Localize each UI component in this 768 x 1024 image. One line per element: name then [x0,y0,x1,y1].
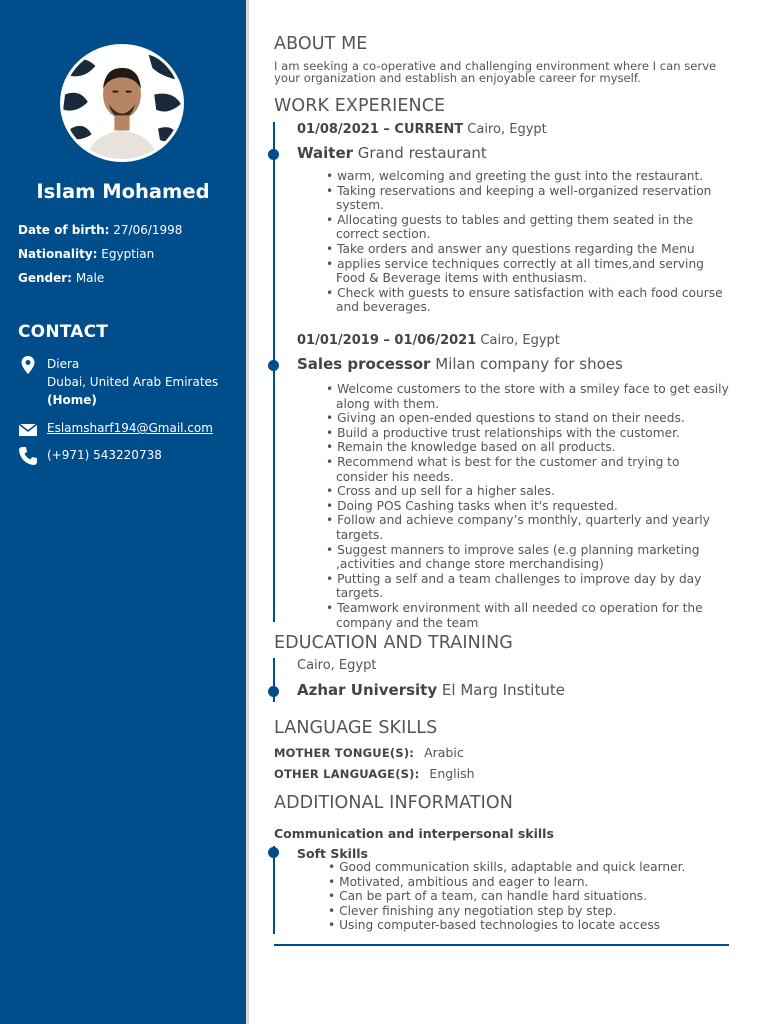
list-item: • Taking reservations and keeping a well-organized reservation system. [316,184,734,213]
additional-heading: ADDITIONAL INFORMATION [274,793,513,813]
list-item: • Good communication skills, adaptable and quick learner. [328,860,728,875]
list-item: • Build a productive trust relationships with the customer. [316,426,734,441]
job-2-date-range: 01/01/2019 – 01/06/2021 [297,333,477,348]
work-heading: WORK EXPERIENCE [274,96,446,116]
dob-value: 27/06/1998 [113,223,183,237]
email-link[interactable]: Eslamsharf194@Gmail.com [47,421,213,435]
education-heading: EDUCATION AND TRAINING [274,633,513,653]
address-line1: Diera [47,357,80,371]
job-1-bullets [316,169,734,315]
address-line2: Dubai, United Arab Emirates [47,375,219,389]
other-language-line [274,766,475,781]
job-2-title [297,355,623,373]
mother-tongue-line [274,745,464,760]
additional-subtitle: Communication and interpersonal skills [274,826,554,841]
list-item: • Can be part of a team, can handle hard situations. [328,889,728,904]
list-item: • Remain the knowledge based on all products. [316,440,734,455]
job-1-title [297,144,487,162]
list-item: • Suggest manners to improve sales (e.g planning marketing ,activities and change store merchandising) [316,543,734,572]
soft-skills-title: Soft Skills [297,846,368,861]
nationality-label: Nationality: [18,247,98,261]
list-item: • Allocating guests to tables and getting them seated in the correct section. [316,213,734,242]
address-type: (Home) [47,393,97,407]
job-1-role: Waiter [297,144,354,162]
phone-number: (+971) 543220738 [47,448,162,462]
map-pin-icon [18,355,38,375]
work-timeline [273,122,275,622]
other-language-label: OTHER LANGUAGE(S): [274,767,420,781]
soft-skills-bullets [328,860,728,933]
job-1-company: Grand restaurant [357,144,487,162]
list-item: • Take orders and answer any questions regarding the Menu [316,242,734,257]
list-item: • applies service techniques correctly at all times,and serving Food & Beverage items with enthusiasm. [316,257,734,286]
list-item: • Clever finishing any negotiation step by step. [328,904,728,919]
timeline-dot [268,686,279,697]
education-school: Azhar University [297,681,438,699]
phone-icon [18,446,38,466]
list-item: • Check with guests to ensure satisfaction with each food course and beverages. [316,286,734,315]
other-language-value: English [429,766,475,781]
job-2-company: Milan company for shoes [435,355,623,373]
contact-heading: CONTACT [18,322,109,342]
sidebar [0,0,246,1024]
education-location: Cairo, Egypt [297,658,377,673]
education-institute: El Marg Institute [441,681,565,699]
list-item: • Motivated, ambitious and eager to learn. [328,875,728,890]
list-item: • Putting a self and a team challenges to improve day by day targets. [316,572,734,601]
envelope-icon [18,420,38,440]
list-item: • Doing POS Cashing tasks when it's requested. [316,499,734,514]
job-1-date-range: 01/08/2021 – CURRENT [297,122,464,137]
bottom-divider [274,944,729,946]
profile-name: Islam Mohamed [36,180,210,203]
list-item: • Teamwork environment with all needed co operation for the company and the team [316,601,734,630]
dob-label: Date of birth: [18,223,110,237]
list-item: • Welcome customers to the store with a smiley face to get easily along with them. [316,382,734,411]
nationality-value: Egyptian [101,247,155,261]
job-2-dates [297,333,560,348]
gender-line [18,271,104,285]
nationality-line [18,247,154,261]
avatar [60,44,184,162]
gender-value: Male [75,271,105,285]
timeline-dot [268,149,279,160]
timeline-dot [268,847,279,858]
education-title [297,681,565,699]
list-item: • Cross and up sell for a higher sales. [316,484,734,499]
job-1-location: Cairo, Egypt [467,122,547,137]
language-heading: LANGUAGE SKILLS [274,718,438,738]
timeline-dot [268,360,279,371]
mother-tongue-value: Arabic [424,745,464,760]
mother-tongue-label: MOTHER TONGUE(S): [274,746,415,760]
list-item: • Using computer-based technologies to locate access [328,918,728,933]
job-2-bullets [316,382,734,630]
job-2-role: Sales processor [297,355,431,373]
job-1-dates [297,122,547,137]
list-item: • Giving an open-ended questions to stand on their needs. [316,411,734,426]
dob-line [18,223,182,237]
job-2-location: Cairo, Egypt [480,333,560,348]
about-text: I am seeking a co-operative and challenging environment where I can serve your organization and establish an enjoyable career for myself. [274,59,717,85]
gender-label: Gender: [18,271,72,285]
skills-timeline [273,846,275,934]
list-item: • Recommend what is best for the customer and trying to consider his needs. [316,455,734,484]
profile-photo [63,47,181,159]
sidebar-divider [246,0,249,1024]
list-item: • warm, welcoming and greeting the gust into the restaurant. [316,169,734,184]
about-heading: ABOUT ME [274,34,368,54]
list-item: • Follow and achieve company’s monthly, quarterly and yearly targets. [316,513,734,542]
